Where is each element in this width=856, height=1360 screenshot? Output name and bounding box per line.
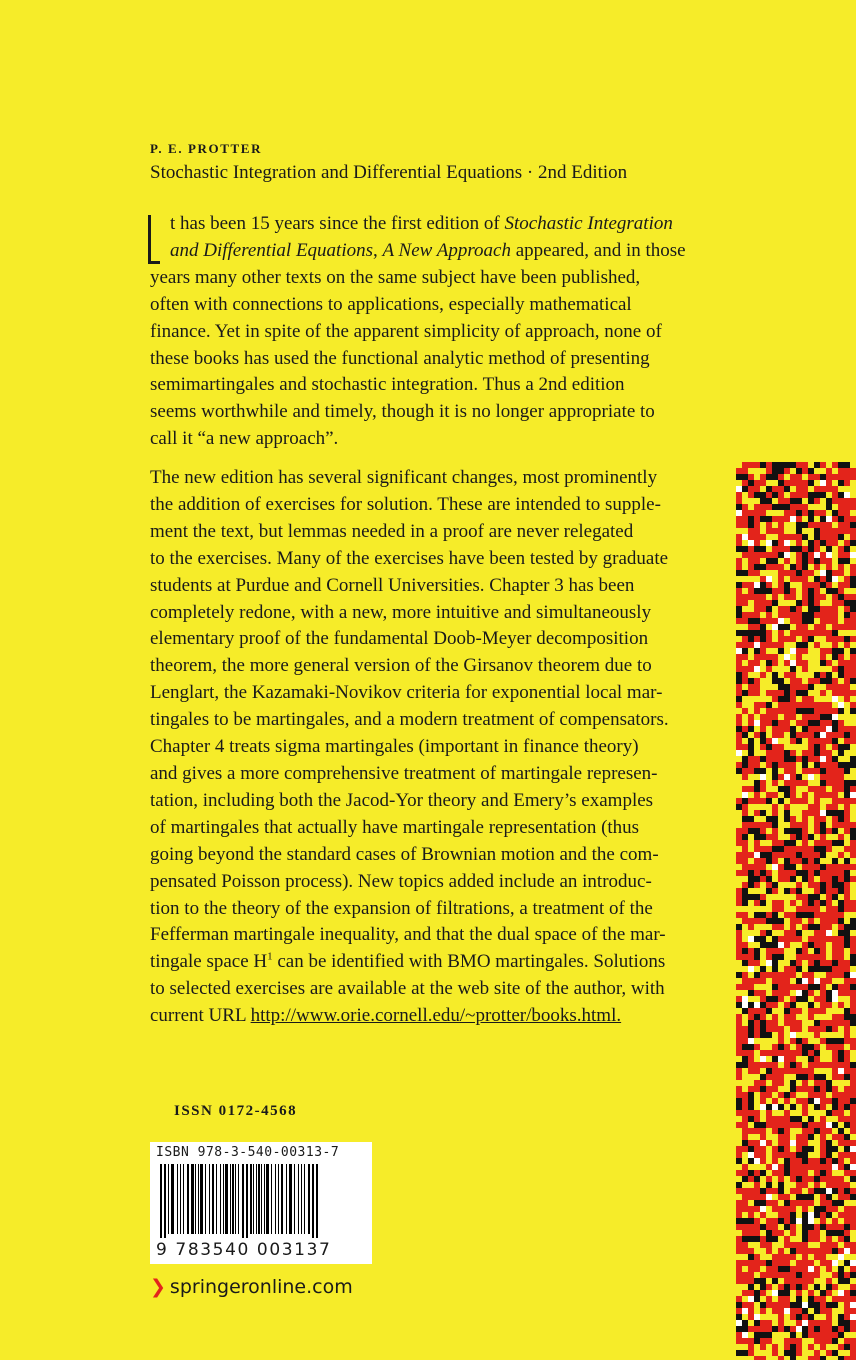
publisher-url: springeronline.com	[169, 1276, 353, 1298]
text-line	[150, 399, 710, 426]
italic-title: A New Approach	[382, 239, 511, 261]
text-line	[150, 976, 710, 1003]
chevron-right-icon: ❯	[150, 1276, 166, 1298]
text-line	[150, 292, 710, 319]
text-run: these books has used the functional analytic method of presenting	[150, 347, 650, 369]
text-run: ,	[373, 239, 383, 261]
text-line	[150, 465, 710, 492]
text-run: seems worthwhile and timely, though it is no longer appropriate to	[150, 401, 655, 423]
text-line	[150, 842, 710, 869]
issn-number: ISSN 0172-4568	[174, 1103, 298, 1119]
text-line	[150, 815, 710, 842]
text-line	[150, 707, 710, 734]
author-url-link[interactable]: http://www.orie.cornell.edu/~protter/books.html.	[250, 1005, 622, 1027]
text-run: often with connections to applications, especially mathematical	[150, 293, 632, 315]
text-line	[150, 761, 710, 788]
text-run: going beyond the standard cases of Brownian motion and the com-	[150, 843, 659, 865]
text-line	[150, 346, 710, 373]
text-run: tingales to be martingales, and a modern treatment of compensators.	[150, 709, 669, 731]
text-line	[150, 680, 710, 707]
text-line	[150, 372, 710, 399]
text-run: pensated Poisson process). New topics added include an introduc-	[150, 870, 652, 892]
text-run: years many other texts on the same subject have been published,	[150, 266, 641, 288]
text-line	[150, 492, 710, 519]
text-run: semimartingales and stochastic integration. Thus a 2nd edition	[150, 374, 625, 396]
text-line	[150, 519, 710, 546]
text-line	[150, 319, 710, 346]
text-line	[150, 922, 710, 949]
publisher-link[interactable]	[150, 1276, 353, 1298]
text-run: tion to the theory of the expansion of filtrations, a treatment of the	[150, 897, 653, 919]
text-line	[150, 600, 710, 627]
text-run: 1	[267, 950, 273, 963]
text-line	[150, 546, 710, 573]
text-run: Lenglart, the Kazamaki-Novikov criteria for exponential local mar-	[150, 682, 663, 704]
text-run: tation, including both the Jacod-Yor theory and Emery’s examples	[150, 789, 654, 811]
text-run: current URL	[150, 1005, 251, 1027]
text-run: of martingales that actually have martingale representation (thus	[150, 816, 640, 838]
text-run: The new edition has several significant changes, most prominently	[150, 467, 658, 488]
text-line	[150, 265, 710, 292]
text-line	[150, 896, 710, 923]
text-run: the addition of exercises for solution. These are intended to supple-	[150, 493, 661, 515]
text-run: and gives a more comprehensive treatment of martingale represen-	[150, 762, 658, 784]
text-line	[150, 626, 710, 653]
text-run: can be identified with BMO martingales. Solutions	[272, 951, 666, 973]
text-line	[150, 653, 710, 680]
italic-title: Stochastic Integration	[504, 213, 673, 234]
decorative-noise-pattern	[736, 462, 856, 1360]
drop-cap-letter	[148, 215, 160, 264]
text-run: Fefferman martingale inequality, and that the dual space of the mar-	[150, 924, 666, 946]
text-run: appeared, and in those	[510, 239, 686, 261]
text-run: elementary proof of the fundamental Doob-Meyer decomposition	[150, 628, 649, 650]
text-run: Chapter 4 treats sigma martingales (important in finance theory)	[150, 736, 639, 758]
text-line	[150, 211, 710, 238]
text-run: tingale space H	[150, 951, 268, 973]
text-run: students at Purdue and Cornell Universities. Chapter 3 has been	[150, 574, 635, 596]
text-run: theorem, the more general version of the Girsanov theorem due to	[150, 655, 652, 677]
text-line	[150, 426, 710, 453]
text-line	[150, 949, 710, 976]
italic-title: and Differential Equations	[170, 239, 374, 261]
text-run: finance. Yet in spite of the apparent simplicity of approach, none of	[150, 320, 662, 342]
barcode-icon	[154, 1164, 368, 1238]
text-run: ment the text, but lemmas needed in a proof are never relegated	[150, 520, 634, 542]
barcode-digits: 9 783540 003137	[156, 1240, 332, 1260]
book-title: Stochastic Integration and Differential Equations · 2nd Edition	[150, 162, 628, 183]
description-paragraph-1	[150, 211, 710, 453]
text-run: to the exercises. Many of the exercises have been tested by graduate	[150, 547, 669, 569]
text-line	[150, 573, 710, 600]
text-run: completely redone, with a new, more intuitive and simultaneously	[150, 601, 652, 623]
text-line	[150, 238, 710, 265]
text-line	[150, 734, 710, 761]
text-run: call it “a new approach”.	[150, 428, 339, 450]
text-run: to selected exercises are available at the web site of the author, with	[150, 978, 665, 1000]
text-run: t has been 15 years since the first edition of	[170, 213, 505, 234]
text-line	[150, 788, 710, 815]
text-line	[150, 869, 710, 896]
description-paragraph-2	[150, 465, 710, 1030]
author-name: P. E. PROTTER	[150, 141, 263, 156]
text-line	[150, 1003, 710, 1030]
isbn-text: ISBN 978-3-540-00313-7	[156, 1145, 340, 1160]
barcode-label	[150, 1142, 372, 1264]
